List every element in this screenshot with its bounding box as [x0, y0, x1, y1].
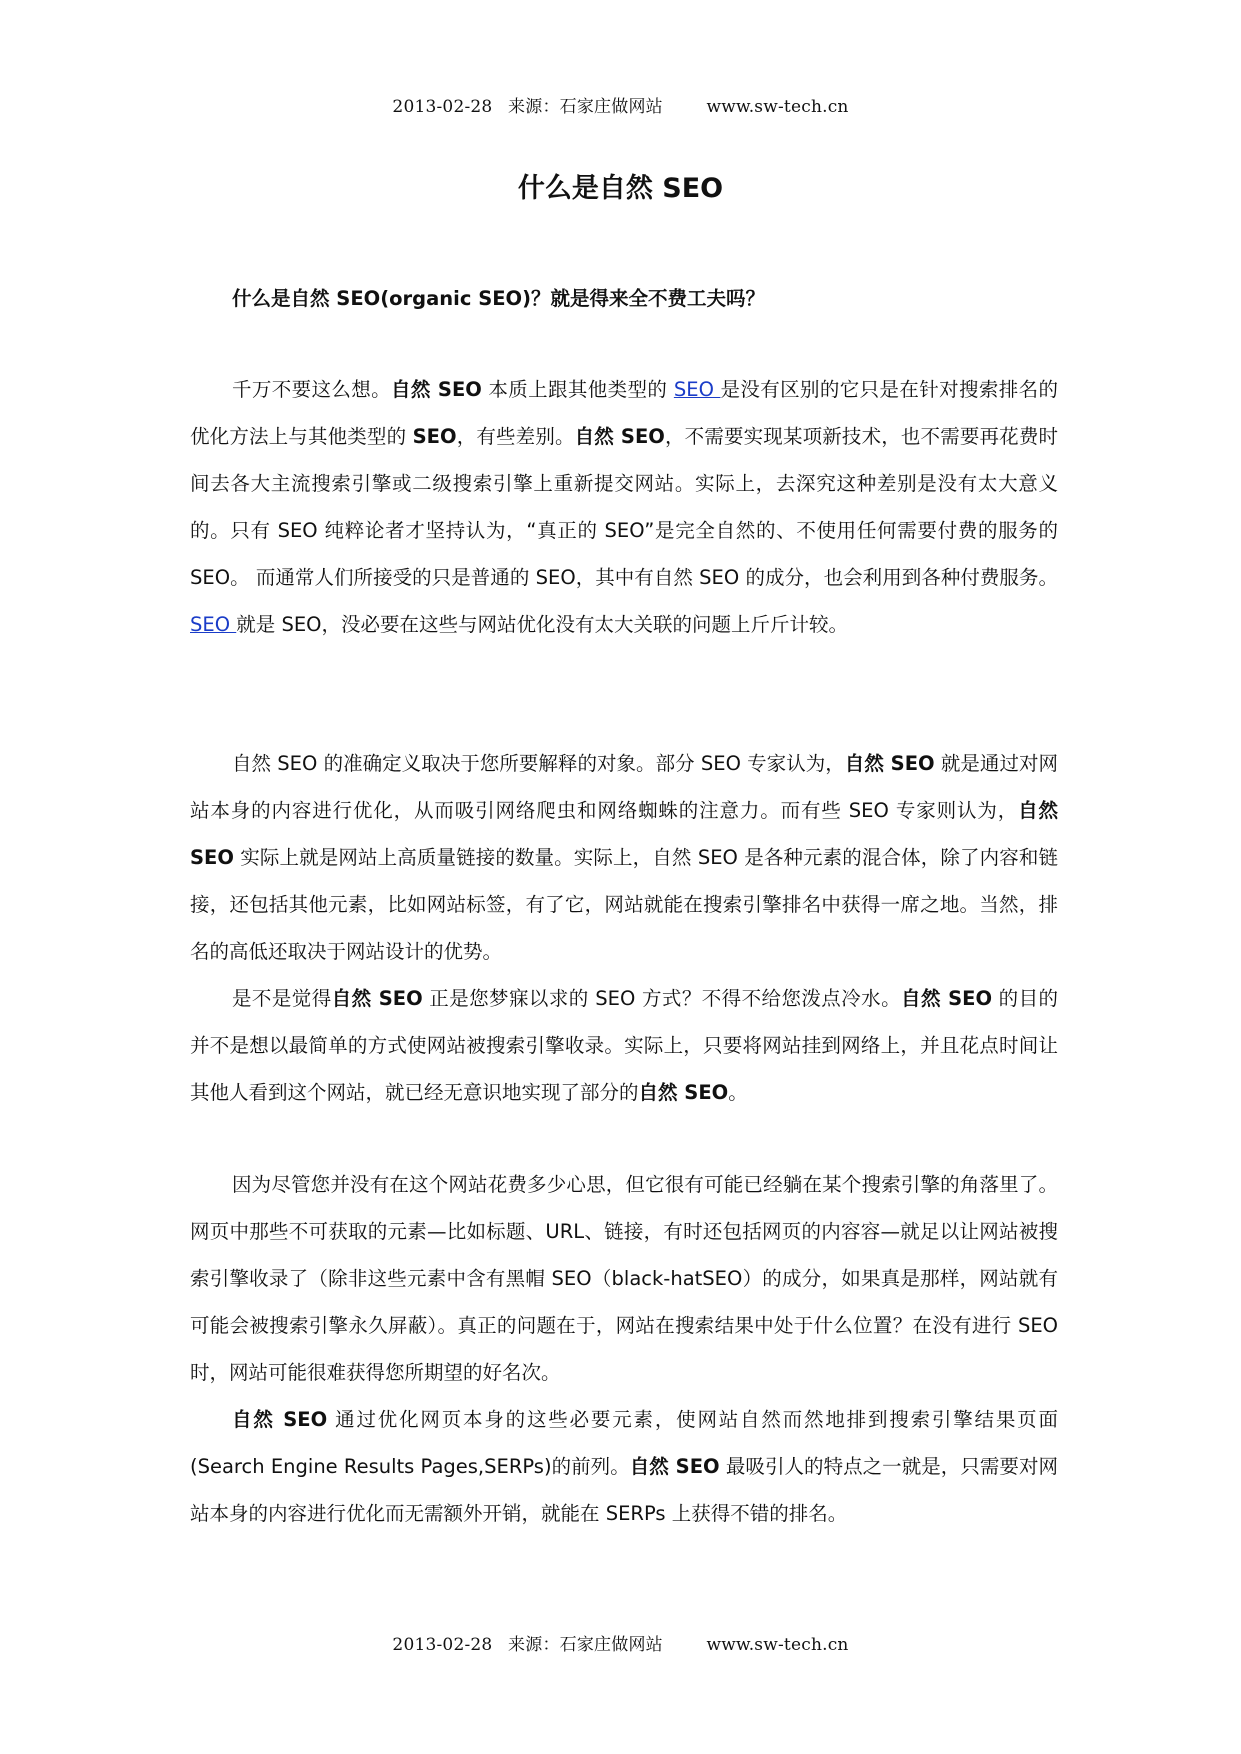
- p2-text-1: 自然 SEO 的准确定义取决于您所要解释的对象。部分 SEO 专家认为，: [232, 752, 845, 775]
- p1-bold-1: 自然 SEO: [391, 378, 482, 401]
- footer-source: 来源：石家庄做网站: [508, 1635, 663, 1655]
- header-url: www.sw-tech.cn: [706, 97, 849, 117]
- p2-text-3: 实际上就是网站上高质量链接的数量。实际上，自然 SEO 是各种元素的混合体，除了内容和链接，还包括其他元素，比如网站标签，有了它，网站就能在搜索引擎排名中获得一席之地。当然，排名的高低还取决于网站设计的优势。: [190, 846, 1058, 963]
- p1-text-2: 本质上跟其他类型的: [481, 378, 674, 401]
- page-title: 什么是自然 SEO: [517, 173, 724, 204]
- p3-text-2: 正是您梦寐以求的 SEO 方式？不得不给您泼点冷水。: [422, 987, 902, 1010]
- p2-bold-2: 自然 SEO: [190, 799, 1058, 869]
- p3-text-1: 是不是觉得: [232, 987, 332, 1010]
- p5-text-1: 通过优化网页本身的这些必要元素，使网站自然而然地排到搜索引擎结果页面(Search Engine Results Pages,SERPs)的前列。: [190, 1408, 1058, 1478]
- seo-link-2[interactable]: SEO: [190, 613, 237, 636]
- p3-bold-3: 自然 SEO: [638, 1081, 729, 1104]
- p1-text-4: ，有些差别。: [456, 425, 575, 448]
- p1-text-3: 是没有区别的它只是在针对搜索排名的优化方法上与其他类型的: [190, 378, 1058, 448]
- paragraph-2: [190, 740, 1058, 975]
- header-date: 2013-02-28: [392, 97, 493, 117]
- page-footer: [0, 1630, 1241, 1655]
- paragraph-3: [190, 975, 1058, 1116]
- p1-bold-3: 自然 SEO: [574, 425, 665, 448]
- article-subtitle: 什么是自然 SEO(organic SEO)？就是得来全不费工夫吗？: [232, 287, 766, 310]
- p3-bold-2: 自然 SEO: [901, 987, 993, 1010]
- p5-bold-2: 自然 SEO: [629, 1455, 720, 1478]
- header-source: 来源：石家庄做网站: [508, 97, 663, 117]
- p3-text-4: 。: [728, 1081, 748, 1104]
- paragraph-1: [190, 366, 1058, 648]
- p2-bold-1: 自然 SEO: [844, 752, 935, 775]
- p1-text-6: 就是 SEO，没必要在这些与网站优化没有太大关联的问题上斤斤计较。: [236, 613, 848, 636]
- p5-text-2: 最吸引人的特点之一就是，只需要对网站本身的内容进行优化而无需额外开销，就能在 SERPs 上获得不错的排名。: [190, 1455, 1059, 1525]
- paragraph-5: [190, 1396, 1058, 1537]
- footer-date: 2013-02-28: [392, 1635, 493, 1655]
- page-header: [0, 92, 1241, 117]
- p3-text-3: 的目的并不是想以最简单的方式使网站被搜索引擎收录。实际上，只要将网站挂到网络上，并且花点时间让其他人看到这个网站，就已经无意识地实现了部分的: [190, 987, 1059, 1104]
- p3-bold-1: 自然 SEO: [331, 987, 423, 1010]
- footer-url: www.sw-tech.cn: [706, 1635, 849, 1655]
- p5-bold-1: 自然 SEO: [232, 1408, 328, 1431]
- p4-text-1: 因为尽管您并没有在这个网站花费多少心思，但它很有可能已经躺在某个搜索引擎的角落里了。网页中那些不可获取的元素—比如标题、URL、链接，有时还包括网页的内容容—就足以让网站被搜索引擎收录了（除非这些元素中含有黑帽 SEO（black-hatSEO）的成分，如果真是那样，网站就有可能会被搜索引擎永久屏蔽）。真正的问题在于，网站在搜索结果中处于什么位置？在没有进行 SEO 时，网站可能很难获得您所期望的好名次。: [190, 1173, 1058, 1384]
- p1-bold-2: SEO: [412, 425, 457, 448]
- p2-text-2: 就是通过对网站本身的内容进行优化，从而吸引网络爬虫和网络蜘蛛的注意力。而有些 SEO 专家则认为，: [190, 752, 1059, 822]
- paragraph-4: [190, 1161, 1058, 1396]
- p1-text-5: ，不需要实现某项新技术，也不需要再花费时间去各大主流搜索引擎或二级搜索引擎上重新提交网站。实际上，去深究这种差别是没有太大意义的。只有 SEO 纯粹论者才坚持认为，“真正的 SEO”是完全自然的、不使用任何需要付费的服务的 SEO。 而通常人们所接受的只是普通的 SEO，其中有自然 SEO 的成分，也会利用到各种付费服务。: [190, 425, 1058, 589]
- seo-link-1[interactable]: SEO: [673, 378, 721, 401]
- p1-text-1: 千万不要这么想。: [232, 378, 391, 401]
